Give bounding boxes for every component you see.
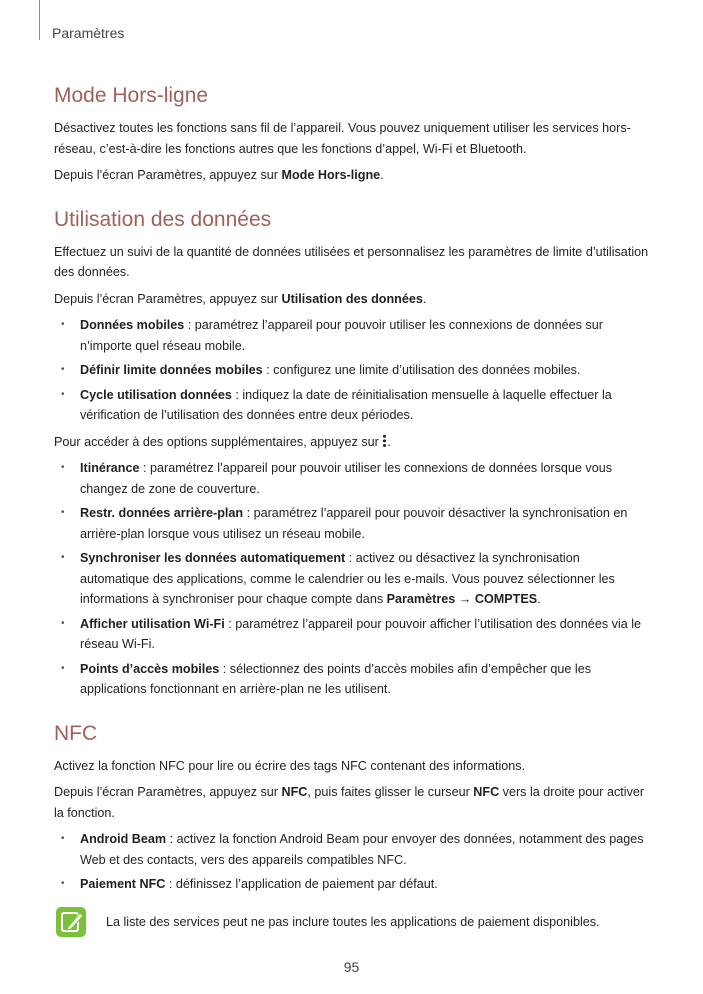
list-item: • Données mobiles : paramétrez l’appareil pour pouvoir utiliser les connexions de données sur n’importe quel réseau mobile.: [54, 315, 650, 356]
list-item: • Afficher utilisation Wi-Fi : paramétrez l’appareil pour pouvoir afficher l’utilisation des données via le réseau Wi-Fi.: [54, 614, 650, 655]
list-item: • Restr. données arrière-plan : paramétrez l’appareil pour pouvoir désactiver la synchronisation en arrière-plan lorsque vous utilisez un réseau mobile.: [54, 503, 650, 544]
data-usage-description: Effectuez un suivi de la quantité de données utilisées et personnalisez les paramètres de limite d’utilisation des données.: [54, 244, 649, 279]
offline-instruction: Depuis l’écran Paramètres, appuyez sur Mode Hors-ligne.: [54, 168, 384, 182]
data-usage-extra-options-list: [54, 458, 650, 700]
list-item: • Synchroniser les données automatiquement : activez ou désactivez la synchronisation automatique des applications, comme le calendrier ou les e-mails. Vous pouvez sélectionner les informations à synchroniser pour chaque compte dans Paramètres → COMPTES.: [54, 548, 650, 610]
list-item: • Points d’accès mobiles : sélectionnez des points d’accès mobiles afin d’empêcher que les applications fonctionnant en arrière-plan ne les utilisent.: [54, 659, 650, 700]
data-usage-instruction: Depuis l’écran Paramètres, appuyez sur Utilisation des données.: [54, 291, 427, 306]
section-heading-offline: Mode Hors-ligne: [54, 84, 209, 107]
data-usage-options-list: [54, 315, 650, 426]
nfc-options-list: [54, 829, 650, 895]
list-item: • Définir limite données mobiles : configurez une limite d’utilisation des données mobiles.: [54, 360, 650, 381]
list-item: • Cycle utilisation données : indiquez la date de réinitialisation mensuelle à laquelle effectuer la vérification de l’utilisation des données entre deux périodes.: [54, 385, 650, 426]
page-number: 95: [343, 959, 360, 975]
nfc-description: Activez la fonction NFC pour lire ou écrire des tags NFC contenant des informations.: [54, 758, 526, 773]
more-options-icon: [383, 434, 386, 448]
header-divider: [39, 0, 40, 40]
data-usage-menu-term: Utilisation des données: [281, 291, 423, 306]
section-heading-nfc: NFC: [54, 721, 98, 745]
note-text: La liste des services peut ne pas inclure toutes les applications de paiement disponibles.: [106, 914, 600, 929]
note-pencil-icon: [56, 907, 86, 937]
list-item: • Android Beam : activez la fonction Android Beam pour envoyer des données, notamment des pages Web et des contacts, vers des appareils compatibles NFC.: [54, 829, 650, 870]
list-item: • Itinérance : paramétrez l’appareil pour pouvoir utiliser les connexions de données lorsque vous changez de zone de couverture.: [54, 458, 650, 499]
note-box: [54, 907, 650, 939]
section-heading-data-usage: Utilisation des données: [54, 207, 272, 231]
page-content: [54, 82, 650, 939]
more-options-instruction: Pour accéder à des options supplémentaires, appuyez sur .: [54, 434, 391, 449]
offline-menu-term: Mode Hors-ligne: [281, 168, 381, 182]
nfc-instruction: Depuis l’écran Paramètres, appuyez sur NFC, puis faites glisser le curseur NFC vers la droite pour activer la fonction.: [54, 785, 645, 820]
running-header: Paramètres: [52, 25, 125, 41]
offline-description: Désactivez toutes les fonctions sans fil de l’appareil. Vous pouvez uniquement utiliser les services hors-réseau, c’est-à-dire les fonctions autres que les fonctions d’appel, Wi-Fi et Bluetooth.: [54, 121, 631, 156]
list-item: • Paiement NFC : définissez l’application de paiement par défaut.: [54, 874, 650, 895]
